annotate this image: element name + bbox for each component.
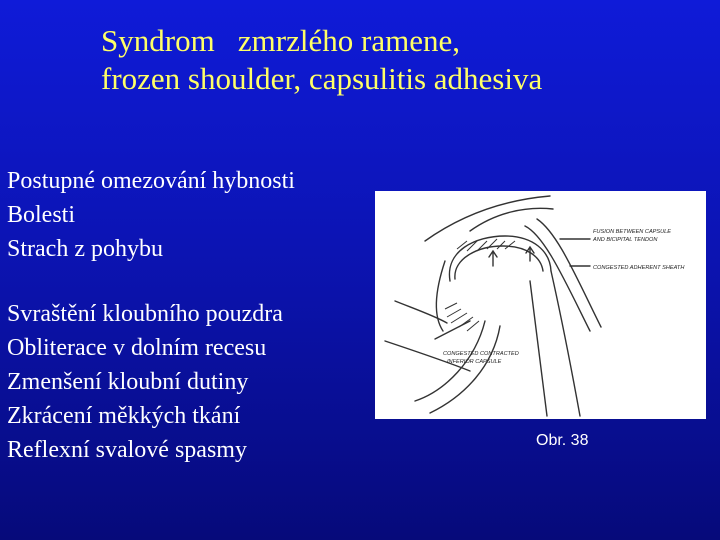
list-item: Strach z pohybu	[7, 236, 163, 262]
label-capsule-line-2: INFERIOR CAPSULE	[447, 359, 502, 365]
acromion-inner-outline	[470, 208, 553, 231]
shoulder-diagram-drawing	[375, 191, 706, 419]
findings-list	[7, 297, 283, 467]
list-item: Postupné omezování hybnosti	[7, 168, 295, 194]
label-adherent-sheath: CONGESTED ADHERENT SHEATH	[593, 265, 685, 271]
list-item: Zkrácení měkkých tkání	[7, 403, 241, 429]
label-capsule-line-1: CONGESTED CONTRACTED	[443, 351, 519, 357]
humerus-medial-outline	[530, 281, 547, 416]
list-item: Svraštění kloubního pouzdra	[7, 301, 283, 327]
congested-hatching	[445, 303, 479, 331]
symptom-list	[7, 164, 295, 266]
list-item: Reflexní svalové spasmy	[7, 437, 247, 463]
humerus-lateral-outline	[551, 271, 580, 416]
shoulder-diagram	[375, 191, 706, 419]
congested-hatching	[457, 239, 515, 251]
list-item: Zmenšení kloubní dutiny	[7, 369, 249, 395]
label-fusion-line-2: AND BICIPITAL TENDON	[593, 237, 658, 243]
arrow-icon	[489, 251, 497, 266]
list-item: Obliterace v dolním recesu	[7, 335, 267, 361]
acromion-outline	[425, 196, 550, 241]
pointer-line	[435, 321, 470, 339]
list-item: Bolesti	[7, 202, 76, 228]
title-line-2: frozen shoulder, capsulitis adhesiva	[101, 61, 543, 96]
figure-caption: Obr. 38	[536, 432, 589, 449]
bicipital-tendon-sheath	[537, 219, 601, 327]
title-line-1: Syndrom zmrzlého ramene,	[101, 23, 460, 58]
label-fusion-line-1: FUSION BETWEEN CAPSULE	[593, 229, 672, 235]
slide-title	[101, 22, 701, 98]
scapula-upper-edge	[395, 301, 447, 323]
